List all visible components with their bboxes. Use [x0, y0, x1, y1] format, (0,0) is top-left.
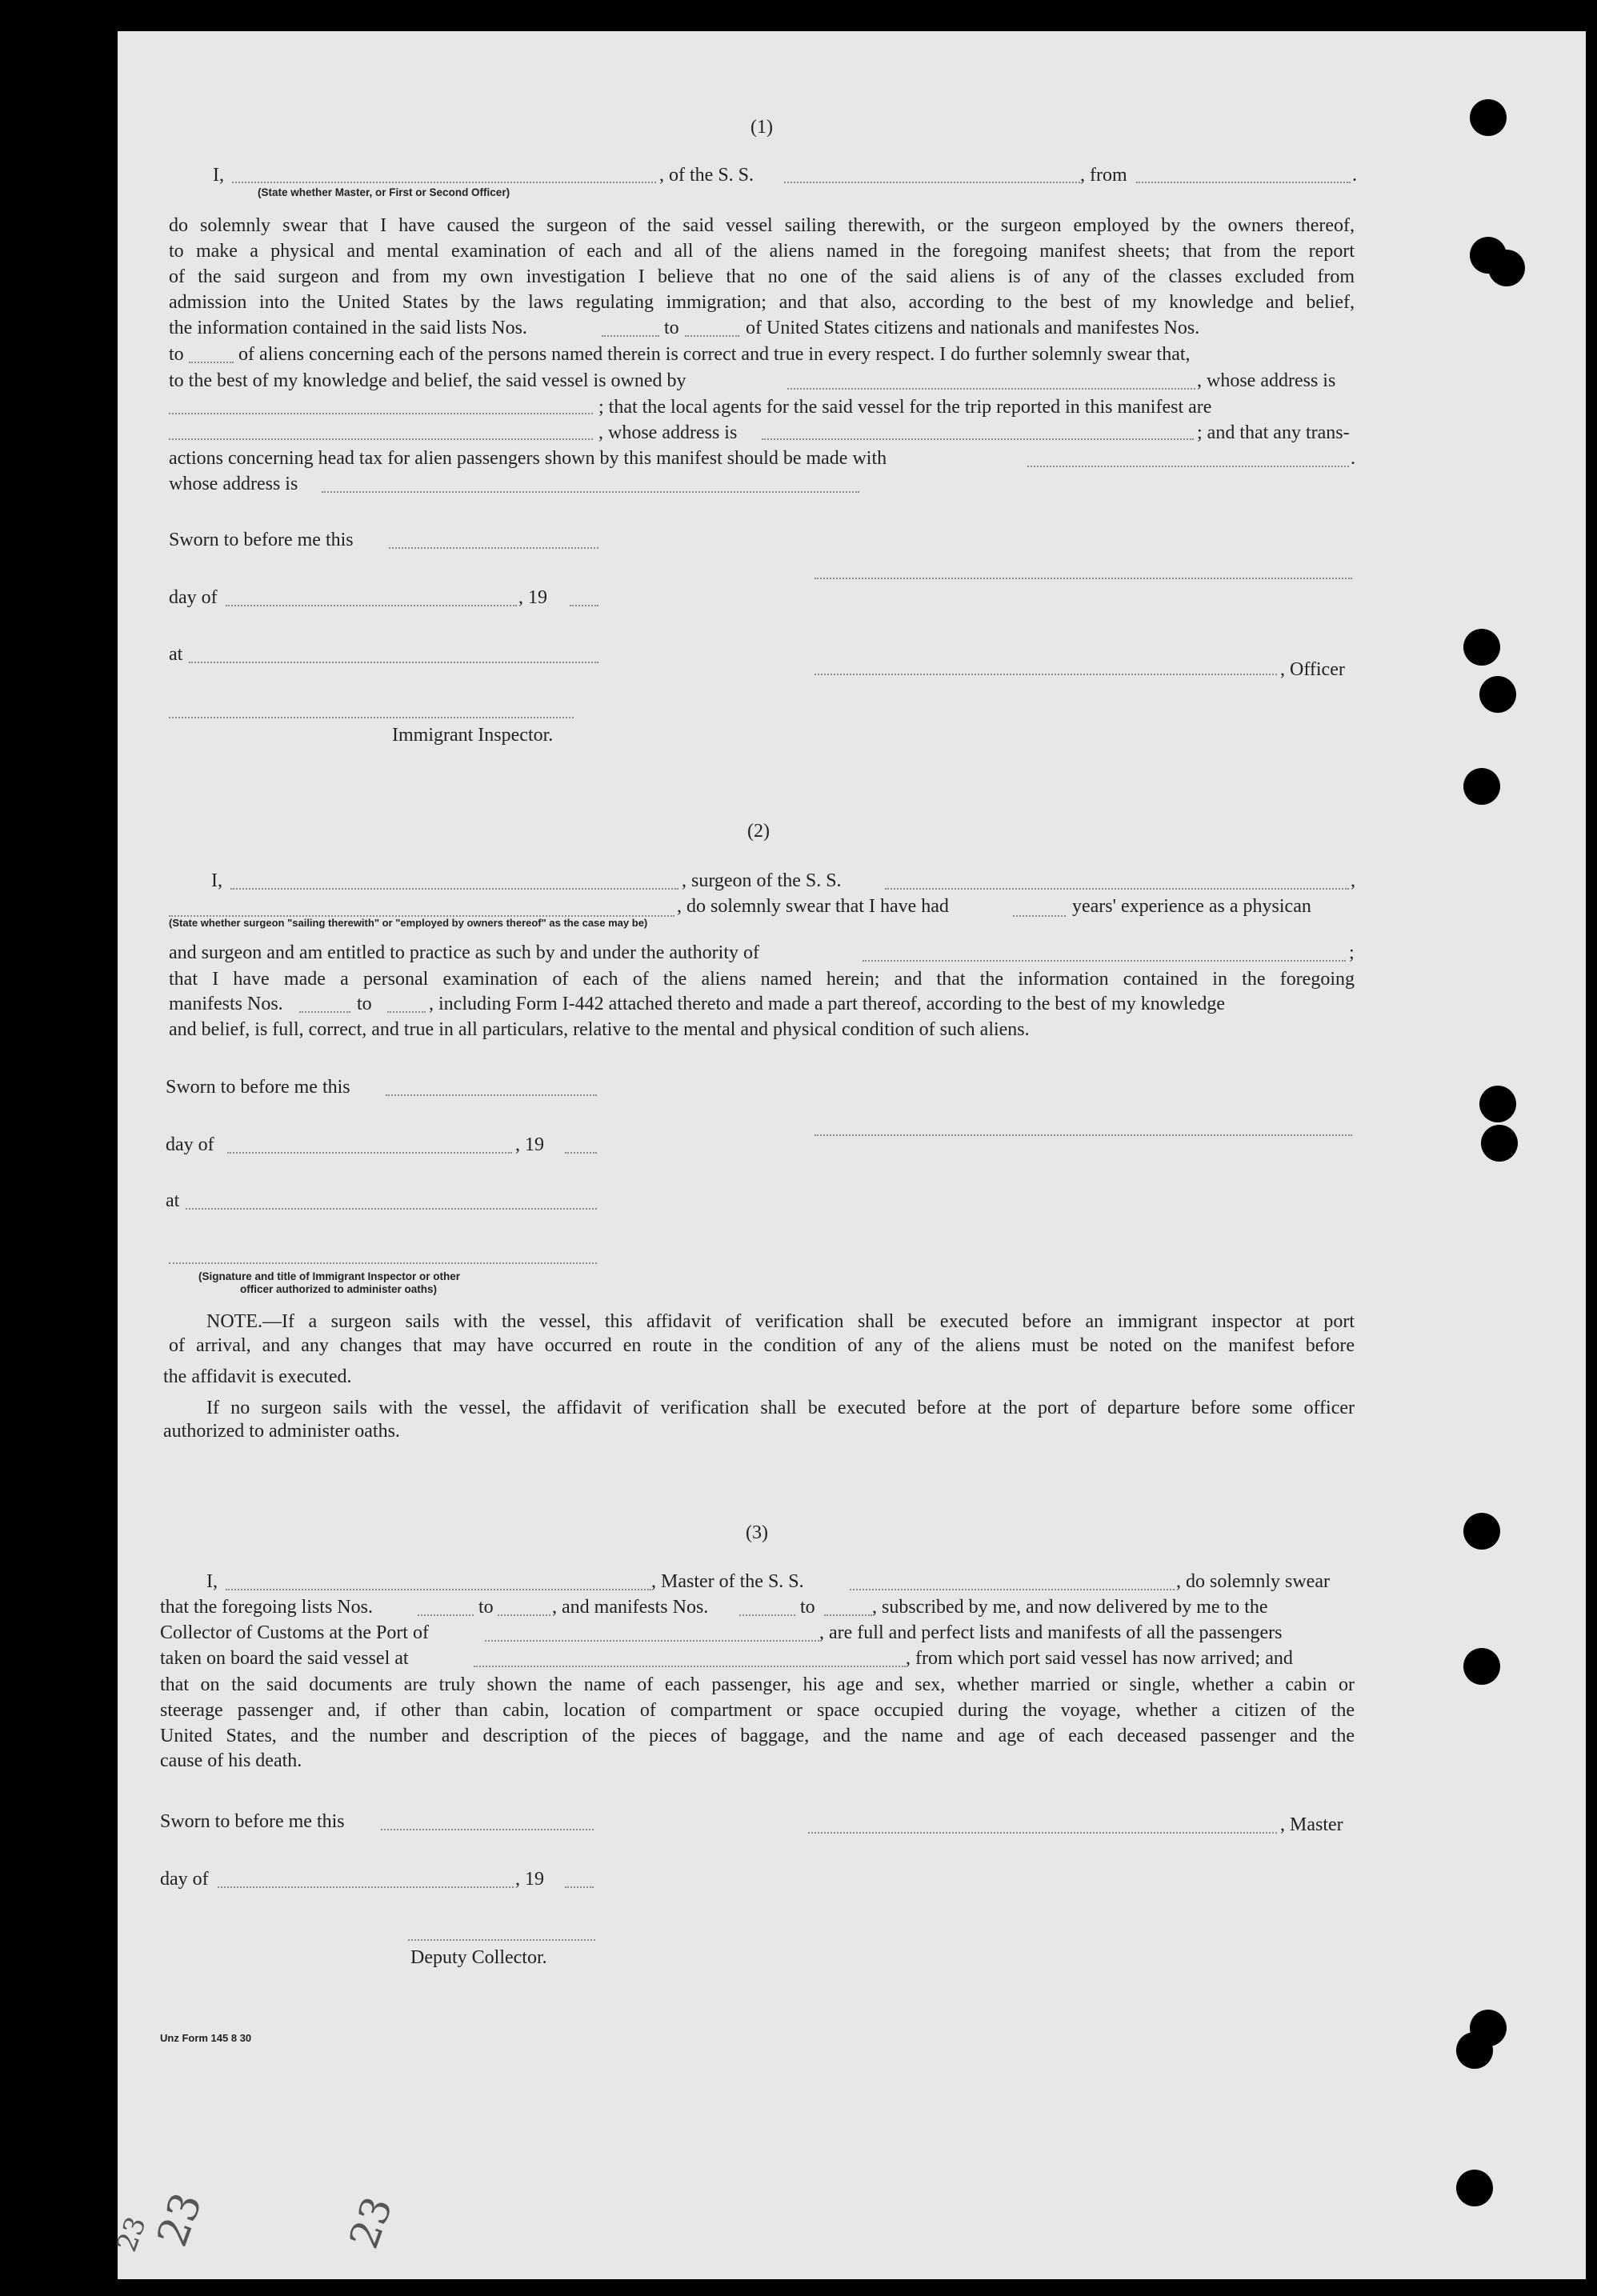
- s1-inspector-signature-field[interactable]: [169, 717, 574, 718]
- punch-hole: [1463, 629, 1500, 666]
- handwritten-number: 23: [148, 2186, 212, 2253]
- s1-headtax-text: actions concerning head tax for alien passengers shown by this manifest should be made with: [169, 448, 887, 469]
- s1-manifests-label: of United States citizens and nationals and manifestes Nos.: [746, 318, 1200, 338]
- punch-hole: [1463, 1648, 1500, 1685]
- s3-body-line-3: United States, and the number and description of the pieces of baggage, and the name and age of each deceased passenger and the: [160, 1726, 1355, 1746]
- s2-at-field[interactable]: [186, 1208, 597, 1210]
- s1-vessel-field[interactable]: [784, 182, 1080, 183]
- s2-signature-field[interactable]: [815, 1134, 1352, 1136]
- s2-at-label: at: [166, 1190, 180, 1211]
- s2-year-field[interactable]: [565, 1152, 597, 1154]
- s1-sworn-day-field[interactable]: [389, 547, 598, 549]
- s2-surgeon-of-label: , surgeon of the S. S.: [682, 870, 842, 891]
- s2-practice-label: and surgeon and am entitled to practice as such by and under the authority of: [169, 942, 759, 963]
- s1-body-line-3: of the said surgeon and from my own investigation I believe that no one of the said aliens is of any of the classes excluded from: [169, 266, 1355, 287]
- s2-years-field[interactable]: [1013, 915, 1066, 917]
- s3-i-label: I,: [206, 1571, 218, 1592]
- s3-body-line-1: that on the said documents are truly shown the name of each passenger, his age and sex, whether married or single, whether a cabin or: [160, 1674, 1355, 1695]
- s2-line1-end: ,: [1351, 870, 1355, 891]
- s1-officer-signature-field[interactable]: [815, 674, 1277, 675]
- s1-body-line-1: do solemnly swear that I have caused the surgeon of the said vessel sailing therewith, or the surgeon employed by the owners thereof,: [169, 215, 1355, 236]
- s1-month-field[interactable]: [226, 605, 517, 606]
- section-1-number: (1): [750, 117, 773, 138]
- s2-note-line-2: of arrival, and any changes that may have occurred en route in the condition of any of the aliens must be noted on the manifest before: [169, 1335, 1355, 1356]
- s3-arrived-text: , from which port said vessel has now arrived; and: [906, 1648, 1293, 1669]
- s3-sworn-day-field[interactable]: [381, 1829, 594, 1830]
- s2-note-line-1: NOTE.—If a surgeon sails with the vessel, this affidavit of verification shall be executed before an immigrant inspector at port: [206, 1311, 1355, 1332]
- s3-day-of-label: day of: [160, 1869, 209, 1890]
- punch-hole: [1470, 99, 1507, 136]
- s2-inspector-signature-field[interactable]: [169, 1262, 597, 1264]
- s2-sworn-label: Sworn to before me this: [166, 1077, 350, 1098]
- s1-manifests-to-field[interactable]: [189, 362, 234, 363]
- s1-year-label: , 19: [518, 587, 547, 608]
- s3-sworn-label: Sworn to before me this: [160, 1811, 345, 1832]
- s2-manifests-from-field[interactable]: [299, 1011, 350, 1013]
- s1-officer-label: , Officer: [1280, 659, 1345, 680]
- s1-sworn-label: Sworn to before me this: [169, 530, 354, 550]
- s2-form-i442-text: , including Form I-442 attached thereto and made a part thereof, according to the best of my knowledge: [429, 994, 1226, 1014]
- s3-port-label: Collector of Customs at the Port of: [160, 1622, 429, 1643]
- scan-border: [0, 2279, 1597, 2296]
- s3-master-of-label: , Master of the S. S.: [651, 1571, 804, 1592]
- s1-day-of-label: day of: [169, 587, 218, 608]
- s1-headtax-end: .: [1351, 448, 1355, 469]
- s1-inspector-label: Immigrant Inspector.: [392, 725, 554, 746]
- s2-note2-line: If no surgeon sails with the vessel, the affidavit of verification shall be executed before at the port of departure before some officer: [206, 1398, 1355, 1418]
- s1-of-ss-label: , of the S. S.: [659, 165, 754, 186]
- s1-role-note: (State whether Master, or First or Second Officer): [258, 186, 510, 198]
- s1-owner-address-field[interactable]: [169, 413, 593, 414]
- s1-whose-address-label: whose address is: [169, 474, 298, 494]
- s2-year-label: , 19: [515, 1134, 544, 1155]
- s2-i-label: I,: [211, 870, 222, 891]
- s2-note-end: the affidavit is executed.: [163, 1366, 352, 1387]
- punch-hole: [1456, 2170, 1493, 2206]
- s1-agents-text: ; that the local agents for the said vessel for the trip reported in this manifest are: [598, 397, 1212, 418]
- s2-note2-end: authorized to administer oaths.: [163, 1421, 400, 1442]
- form-id: Unz Form 145 8 30: [160, 2032, 252, 2044]
- section-2-number: (2): [747, 821, 770, 842]
- s3-body-line-2: steerage passenger and, if other than cabin, location of compartment or space occupied during the voyage, whether a citizen of the: [160, 1700, 1355, 1721]
- s1-at-label: at: [169, 644, 183, 665]
- s3-subscribed-text: , subscribed by me, and now delivered by me to the: [872, 1597, 1268, 1618]
- s2-surgeon-note: (State whether surgeon "sailing therewith" or "employed by owners thereof" as the case may be): [169, 917, 648, 929]
- s1-lists-to-field[interactable]: [685, 335, 739, 337]
- s1-i-label: I,: [213, 165, 224, 186]
- s1-owned-label: to the best of my knowledge and belief, the said vessel is owned by: [169, 370, 686, 391]
- s3-body-end: cause of his death.: [160, 1750, 302, 1771]
- punch-hole: [1479, 676, 1516, 713]
- s3-lists-to-label: to: [478, 1597, 494, 1618]
- punch-hole: [1479, 1086, 1516, 1122]
- s3-port-field[interactable]: [485, 1640, 819, 1642]
- s2-month-field[interactable]: [227, 1152, 512, 1154]
- s1-headtax-field[interactable]: [1027, 466, 1349, 467]
- s2-signature-note-2: officer authorized to administer oaths): [240, 1283, 438, 1295]
- s3-lists-text: , are full and perfect lists and manifests of all the passengers: [819, 1622, 1283, 1643]
- section-3-number: (3): [746, 1522, 768, 1543]
- s3-lists-label: that the foregoing lists Nos.: [160, 1597, 373, 1618]
- punch-hole: [1463, 1513, 1500, 1550]
- s1-from-port-field[interactable]: [1136, 182, 1351, 183]
- s3-deputy-label: Deputy Collector.: [410, 1947, 547, 1968]
- s2-swear-label: , do solemnly swear that I have had: [677, 896, 949, 917]
- handwritten-number: 23: [340, 2190, 402, 2254]
- s1-owner-address-label: , whose address is: [1197, 370, 1336, 391]
- punch-hole: [1488, 250, 1525, 286]
- s1-officer-name-field[interactable]: [232, 182, 656, 183]
- s3-lists-to-field[interactable]: [498, 1614, 550, 1616]
- s3-swear-label: , do solemnly swear: [1176, 1571, 1330, 1592]
- s2-sworn-day-field[interactable]: [386, 1094, 597, 1096]
- s3-lists-from-field[interactable]: [418, 1614, 474, 1616]
- s1-year-field[interactable]: [570, 605, 598, 606]
- s3-departure-port-field[interactable]: [474, 1666, 906, 1667]
- s2-belief-line: and belief, is full, correct, and true in all particulars, relative to the mental and physical condition of such aliens.: [169, 1019, 1030, 1040]
- punch-hole: [1481, 1125, 1518, 1162]
- s1-line1-end: .: [1352, 165, 1357, 186]
- s1-body-line-4: admission into the United States by the laws regulating immigration; and that also, according to the best of my knowledge and belief,: [169, 292, 1355, 313]
- s3-manifests-from-field[interactable]: [739, 1614, 795, 1616]
- s1-at-field[interactable]: [189, 662, 598, 663]
- s1-body-line-2: to make a physical and mental examination of each and all of the aliens named in the foregoing manifest sheets; that from the report: [169, 241, 1355, 262]
- s3-master-name-field[interactable]: [226, 1589, 651, 1590]
- s1-lists-to-label: to: [664, 318, 679, 338]
- s2-vessel-field[interactable]: [885, 888, 1349, 890]
- s2-surgeon-name-field[interactable]: [230, 888, 678, 890]
- s3-manifests-to-field[interactable]: [824, 1614, 872, 1616]
- s2-authority-field[interactable]: [863, 960, 1346, 962]
- s2-signature-note-1: (Signature and title of Immigrant Inspector or other: [198, 1270, 461, 1282]
- s3-master-signature-field[interactable]: [808, 1832, 1277, 1834]
- s3-year-field[interactable]: [565, 1886, 594, 1888]
- s1-agents-address-field[interactable]: [762, 438, 1194, 440]
- s1-trans-text: ; and that any trans-: [1197, 422, 1350, 443]
- s3-deputy-signature-field[interactable]: [408, 1939, 595, 1941]
- s1-agents-field[interactable]: [169, 438, 593, 440]
- s1-aliens-text: of aliens concerning each of the persons named therein is correct and true in every respect. I do further solemnly swear that,: [238, 344, 1191, 365]
- s2-manifests-to-label: to: [357, 994, 372, 1014]
- s1-headtax-address-field[interactable]: [322, 491, 859, 493]
- s3-manifests-to-label: to: [800, 1597, 815, 1618]
- s2-experience-label: years' experience as a physican: [1072, 896, 1311, 917]
- s1-owner-field[interactable]: [787, 388, 1195, 390]
- s1-signature-field[interactable]: [815, 578, 1352, 579]
- punch-hole: [1463, 768, 1500, 805]
- s1-aliens-to-label: to: [169, 344, 184, 365]
- s1-lists-label: the information contained in the said lists Nos.: [169, 318, 527, 338]
- s3-manifests-label: , and manifests Nos.: [552, 1597, 709, 1618]
- punch-hole: [1456, 2032, 1493, 2069]
- s2-day-of-label: day of: [166, 1134, 214, 1155]
- s2-manifests-label: manifests Nos.: [169, 994, 283, 1014]
- s2-practice-end: ;: [1349, 942, 1355, 963]
- s3-year-label: , 19: [515, 1869, 544, 1890]
- s2-manifests-to-field[interactable]: [387, 1011, 426, 1013]
- s1-lists-from-field[interactable]: [602, 335, 659, 337]
- s3-taken-label: taken on board the said vessel at: [160, 1648, 409, 1669]
- handwritten-number: 23: [110, 2212, 153, 2256]
- s3-vessel-field[interactable]: [850, 1589, 1175, 1590]
- s1-agents-address-label: , whose address is: [598, 422, 738, 443]
- s3-month-field[interactable]: [218, 1886, 514, 1888]
- s2-exam-line: that I have made a personal examination of each of the aliens named herein; and that the information contained in the foregoing: [169, 969, 1355, 990]
- s1-from-label: , from: [1080, 165, 1127, 186]
- s3-master-label: , Master: [1280, 1814, 1343, 1835]
